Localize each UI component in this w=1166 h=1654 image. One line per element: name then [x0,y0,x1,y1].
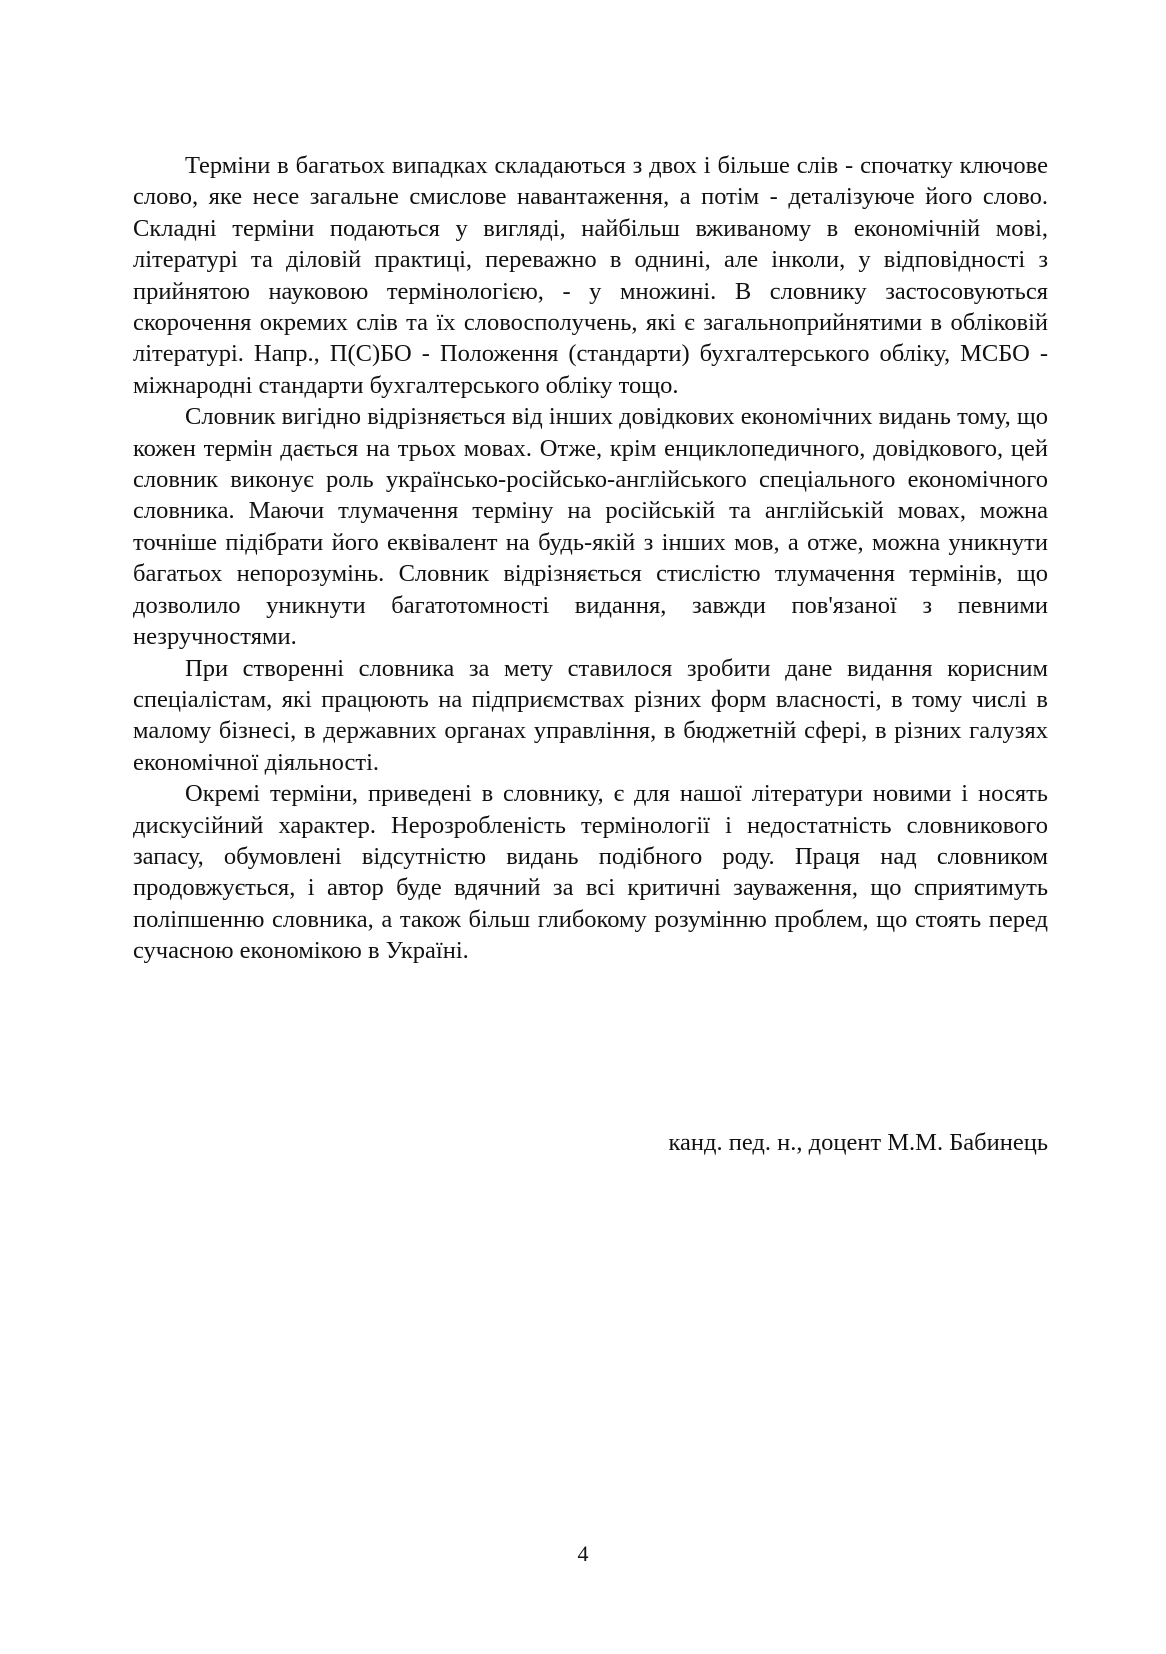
page-number: 4 [577,1541,589,1566]
author-signature: канд. пед. н., доцент М.М. Бабинець [668,1129,1048,1156]
paragraph-terms-structure: Терміни в багатьох випадках складаються з двох і більше слів - спочатку ключове слово, яке несе загальне смислове навантаження, а потім - деталізуюче його слово. Складні терміни подаються у вигляді, найбільш вживаному в економічній мові, літературі та діловій практиці, переважно в однині, але інколи, у відповідності з прийнятою науковою термінологією, - у множині. В словнику застосовуються скорочення окремих слів та їх словосполучень, які є загальноприйнятими в обліковій літературі. Напр., П(С)БО - Положення (стандарти) бухгалтерського обліку, МСБО - міжнародні стандарти бухгалтерського обліку тощо. [133,152,1048,399]
paragraph-closing-remarks: Окремі терміни, приведені в словнику, є для нашої літератури новими і носять дискусійний характер. Нерозробленість термінології і недостатність словникового запасу, обумовлені відсутністю видань подібного роду. Праця над словником продовжується, і автор буде вдячний за всі критичні зауваження, що сприятимуть поліпшенню словника, а також більш глибокому розумінню проблем, що стоять перед сучасною економікою в Україні. [133,780,1048,965]
body-text [133,150,1048,967]
paragraph-dictionary-purpose: При створенні словника за мету ставилося зробити дане видання корисним спеціалістам, які працюють на підприємствах різних форм власності, в тому числі в малому бізнесі, в державних органах управління, в бюджетній сфері, в різних галузях економічної діяльності. [133,654,1048,776]
paragraph-dictionary-languages: Словник вигідно відрізняється від інших довідкових економічних видань тому, що кожен термін дається на трьох мовах. Отже, крім енциклопедичного, довідкового, цей словник виконує роль українсько-російсько-англійського спеціального економічного словника. Маючи тлумачення терміну на російській та англійській мовах, можна точніше підібрати його еквівалент на будь-якій з інших мов, а отже, можна уникнути багатьох непорозумінь. Словник відрізняється стислістю тлумачення термінів, що дозволило уникнути багатотомності видання, завжди пов'язаної з певними незручностями. [133,403,1048,651]
